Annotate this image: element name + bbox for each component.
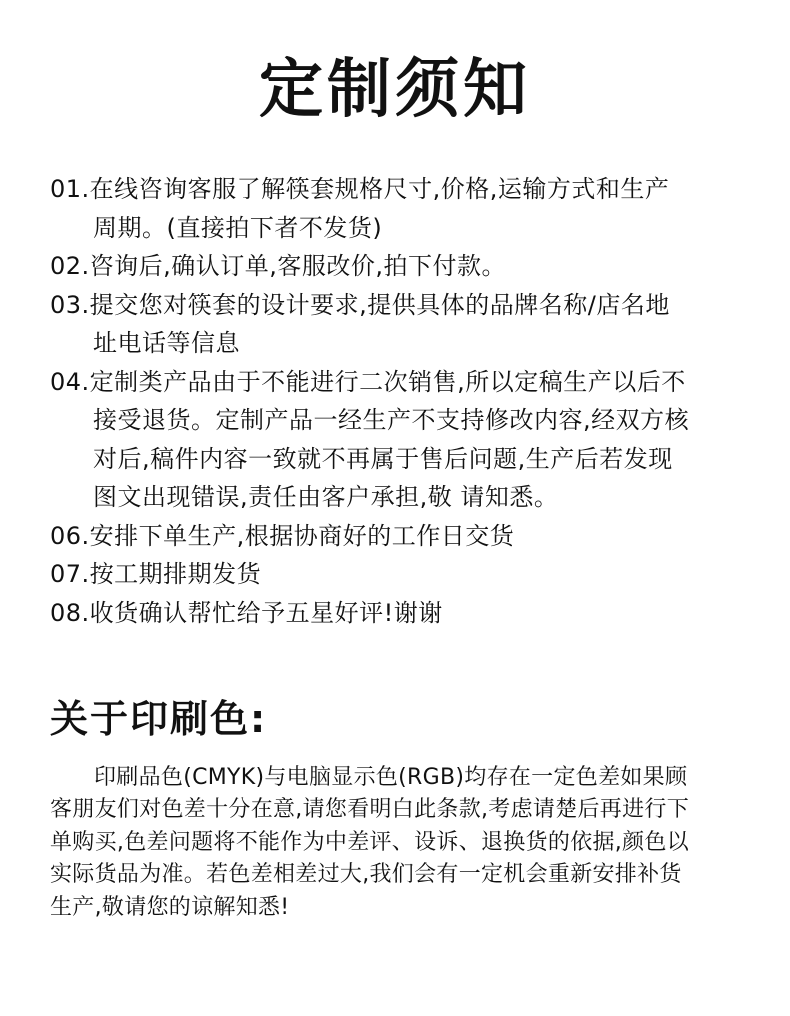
notice-line: 04.定制类产品由于不能进行二次销售,所以定稿生产以后不: [50, 367, 686, 396]
paragraph-line: 印刷品色(CMYK)与电脑显示色(RGB)均存在一定色差如果顾: [94, 765, 688, 790]
notice-line: 01.在线咨询客服了解筷套规格尺寸,价格,运输方式和生产: [50, 175, 670, 203]
notice-line: 07.按工期排期发货: [50, 560, 262, 588]
paragraph-line: 客朋友们对色差十分在意,请您看明白此条款,考虑请楚后再进行下: [50, 797, 689, 823]
notice-line: 02.咨询后,确认订单,客服改价,拍下付款。: [50, 252, 507, 280]
notice-line: 址电话等信息: [93, 329, 240, 357]
print-color-heading: 关于印刷色:: [50, 697, 268, 741]
notice-line: 对后,稿件内容一致就不再属于售后问题,生产后若发现: [93, 444, 673, 473]
paragraph-line: 实际货品为准。若色差相差过大,我们会有一定机会重新安排补货: [50, 862, 682, 888]
paragraph-line: 生产,敬请您的谅解知悉!: [50, 894, 290, 920]
notice-line: 03.提交您对筷套的设计要求,提供具体的品牌名称/店名地: [50, 290, 670, 319]
print-color-paragraph: [50, 762, 750, 924]
notice-list: [50, 170, 750, 632]
paragraph-line: 单购买,色差问题将不能作为中差评、设诉、退换货的依据,颜色以: [50, 829, 689, 855]
notice-line: 06.安排下单生产,根据协商好的工作日交货: [50, 521, 515, 550]
notice-line: 图文出现错误,责任由客户承担,敬 请知悉。: [93, 483, 559, 511]
notice-line: 08.收货确认帮忙给予五星好评!谢谢: [50, 598, 443, 627]
page-title: 定制须知: [259, 53, 531, 127]
notice-line: 接受退货。定制产品一经生产不支持修改内容,经双方核: [93, 406, 690, 434]
notice-line: 周期。(直接拍下者不发货): [93, 213, 383, 242]
